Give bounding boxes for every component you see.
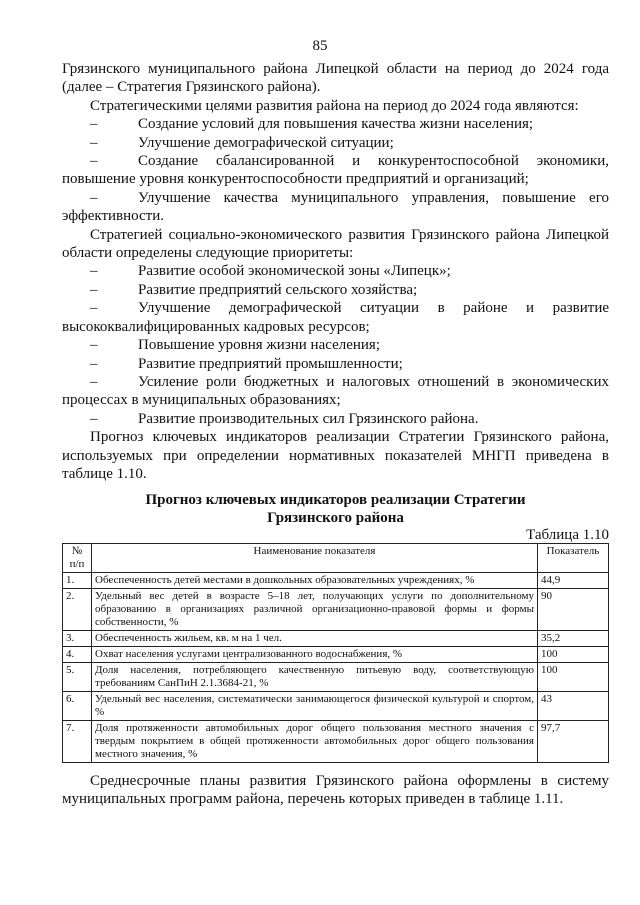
row-name: Доля населения, потребляющего качественную питьевую воду, соответствующую требованиям СанПиН 2.1.3684-21, % xyxy=(92,663,538,692)
closing-paragraph: Среднесрочные планы развития Грязинского района оформлены в систему муниципальных программ района, перечень которых приведен в таблице 1.11. xyxy=(62,773,609,808)
indicators-table xyxy=(62,543,609,763)
row-value: 35,2 xyxy=(538,631,609,647)
intro-paragraph: Грязинского муниципального района Липецкой области на период до 2024 года (далее – Стратегия Грязинского района). xyxy=(62,61,609,96)
table-row xyxy=(63,573,609,589)
page-number: 85 xyxy=(312,38,328,54)
row-name: Обеспеченность жильем, кв. м на 1 чел. xyxy=(92,631,538,647)
row-num: 7. xyxy=(63,721,92,763)
row-name: Охват населения услугами централизованного водоснабжения, % xyxy=(92,647,538,663)
row-num: 2. xyxy=(63,589,92,631)
goals-intro: Стратегическими целями развития района на период до 2024 года являются: xyxy=(90,97,579,114)
dash-mark: – xyxy=(90,373,98,390)
header-name: Наименование показателя xyxy=(92,544,538,573)
priority-item: – Улучшение демографической ситуации в районе и развитие высококвалифицированных кадровых ресурсов; xyxy=(62,300,609,335)
row-value: 90 xyxy=(538,589,609,631)
dash-mark: – xyxy=(90,116,98,133)
dash-mark: – xyxy=(90,134,98,151)
header-num: № п/п xyxy=(63,544,92,573)
row-name: Удельный вес населения, систематически занимающегося физической культурой и спортом, % xyxy=(92,692,538,721)
goal-item: – Создание условий для повышения качества жизни населения; xyxy=(90,116,534,133)
row-value: 44,9 xyxy=(538,573,609,589)
dash-mark: – xyxy=(90,153,98,170)
row-value: 100 xyxy=(538,663,609,692)
table-row xyxy=(63,647,609,663)
row-num: 6. xyxy=(63,692,92,721)
table-label: Таблица 1.10 xyxy=(526,527,609,543)
priority-item: – Развитие предприятий промышленности; xyxy=(90,355,403,372)
closing-text xyxy=(62,772,609,809)
priorities-intro: Стратегией социально-экономического развития Грязинского района Липецкой области определены следующие приоритеты: xyxy=(62,226,609,262)
row-num: 5. xyxy=(63,663,92,692)
table-title-line: Прогноз ключевых индикаторов реализации Стратегии xyxy=(145,492,526,508)
dash-mark: – xyxy=(90,355,98,372)
row-value: 100 xyxy=(538,647,609,663)
dash-mark: – xyxy=(90,337,98,354)
row-num: 4. xyxy=(63,647,92,663)
table-header-row xyxy=(63,544,609,573)
priority-item: – Развитие особой экономической зоны «Липецк»; xyxy=(90,263,451,280)
priority-item: – Развитие производительных сил Грязинского района. xyxy=(90,410,479,427)
row-name: Обеспеченность детей местами в дошкольных образовательных учреждениях, % xyxy=(92,573,538,589)
priority-item: – Повышение уровня жизни населения; xyxy=(90,337,380,354)
row-num: 3. xyxy=(63,631,92,647)
row-value: 43 xyxy=(538,692,609,721)
dash-mark: – xyxy=(90,189,98,206)
body-text xyxy=(62,60,609,483)
goal-item: – Улучшение качества муниципального управления, повышение его эффективности. xyxy=(62,189,609,225)
dash-mark: – xyxy=(90,263,98,280)
row-name: Удельный вес детей в возрасте 5–18 лет, получающих услуги по дополнительному образованию в организациях различной организационно-правовой формы и формы собственности, % xyxy=(92,589,538,631)
dash-mark: – xyxy=(90,281,98,298)
table-row xyxy=(63,663,609,692)
goal-item: – Создание сбалансированной и конкурентоспособной экономики, повышение уровня конкурентоспособности предприятий и организаций; xyxy=(62,153,609,188)
table-row xyxy=(63,692,609,721)
dash-mark: – xyxy=(90,410,98,427)
dash-mark: – xyxy=(90,300,98,317)
table-row xyxy=(63,589,609,631)
row-value: 97,7 xyxy=(538,721,609,763)
table-row xyxy=(63,631,609,647)
table-title xyxy=(62,491,609,528)
table-row xyxy=(63,721,609,763)
header-value: Показатель xyxy=(538,544,609,573)
table-body xyxy=(63,573,609,763)
table-title-line: Грязинского района xyxy=(267,510,404,527)
priority-item: – Развитие предприятий сельского хозяйства; xyxy=(90,281,418,298)
row-num: 1. xyxy=(63,573,92,589)
priority-item: – Усиление роли бюджетных и налоговых отношений в экономических процессах в муниципальных образованиях; xyxy=(62,373,609,409)
goal-item: – Улучшение демографической ситуации; xyxy=(90,134,394,151)
forecast-paragraph: Прогноз ключевых индикаторов реализации Стратегии Грязинского района, используемых при определении нормативных показателей МНГП приведена в таблице 1.10. xyxy=(62,429,609,482)
row-name: Доля протяженности автомобильных дорог общего пользования местного значения с твердым покрытием в общей протяженности автомобильных дорог общего пользования местного значения, % xyxy=(92,721,538,763)
